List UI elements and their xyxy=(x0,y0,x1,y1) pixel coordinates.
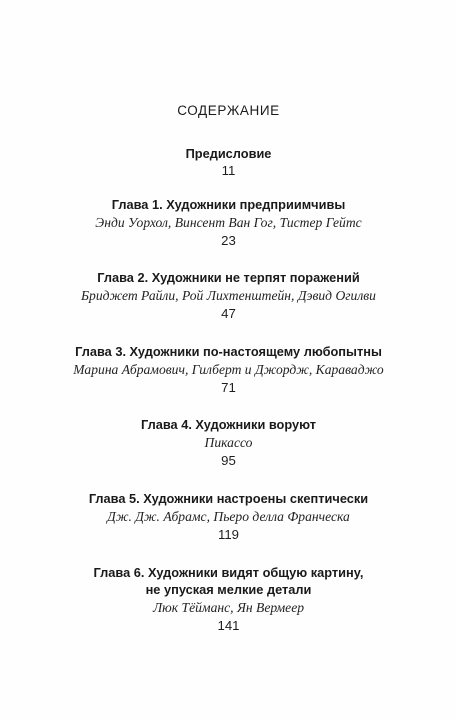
entry-page-number: 141 xyxy=(217,618,240,633)
entry-title: Глава 5. Художники настроены скептически xyxy=(88,491,369,506)
entry-title-line-2: не упуская мелкие детали xyxy=(145,582,312,597)
toc-entry-chapter-1 xyxy=(0,196,457,249)
entry-title: Предисловие xyxy=(185,146,272,161)
entry-authors: Бриджет Райли, Рой Лихтенштейн, Дэвид Огилви xyxy=(81,288,376,303)
entry-page-number: 11 xyxy=(221,163,236,178)
entry-page-number: 23 xyxy=(221,233,236,248)
entry-title: Глава 1. Художники предприимчивы xyxy=(111,197,346,212)
toc-entry-chapter-3 xyxy=(0,343,457,396)
toc-entry-chapter-4 xyxy=(0,416,457,469)
entry-title: Глава 3. Художники по-настоящему любопытны xyxy=(75,344,382,359)
entry-authors: Энди Уорхол, Винсент Ван Гог, Тистер Гейтс xyxy=(95,215,362,230)
entry-page-number: 47 xyxy=(221,306,236,321)
toc-entry-chapter-5 xyxy=(0,490,457,543)
toc-entry-preface xyxy=(0,145,457,179)
toc-entry-chapter-6 xyxy=(0,564,457,634)
entry-page-number: 71 xyxy=(221,380,236,395)
entry-title: Глава 2. Художники не терпят поражений xyxy=(97,270,360,285)
entry-page-number: 119 xyxy=(217,527,240,542)
toc-entry-chapter-2 xyxy=(0,269,457,322)
entry-authors: Дж. Дж. Абрамс, Пьеро делла Франческа xyxy=(107,509,350,524)
toc-heading: СОДЕРЖАНИЕ xyxy=(177,103,280,118)
entry-authors: Пикассо xyxy=(204,435,253,450)
entry-title: Глава 4. Художники воруют xyxy=(140,417,317,432)
entry-authors: Марина Абрамович, Гилберт и Джордж, Караваджо xyxy=(73,362,384,377)
entry-page-number: 95 xyxy=(221,453,236,468)
entry-authors: Люк Тёйманс, Ян Вермеер xyxy=(152,600,305,615)
entry-title-line-1: Глава 6. Художники видят общую картину, xyxy=(93,565,364,580)
